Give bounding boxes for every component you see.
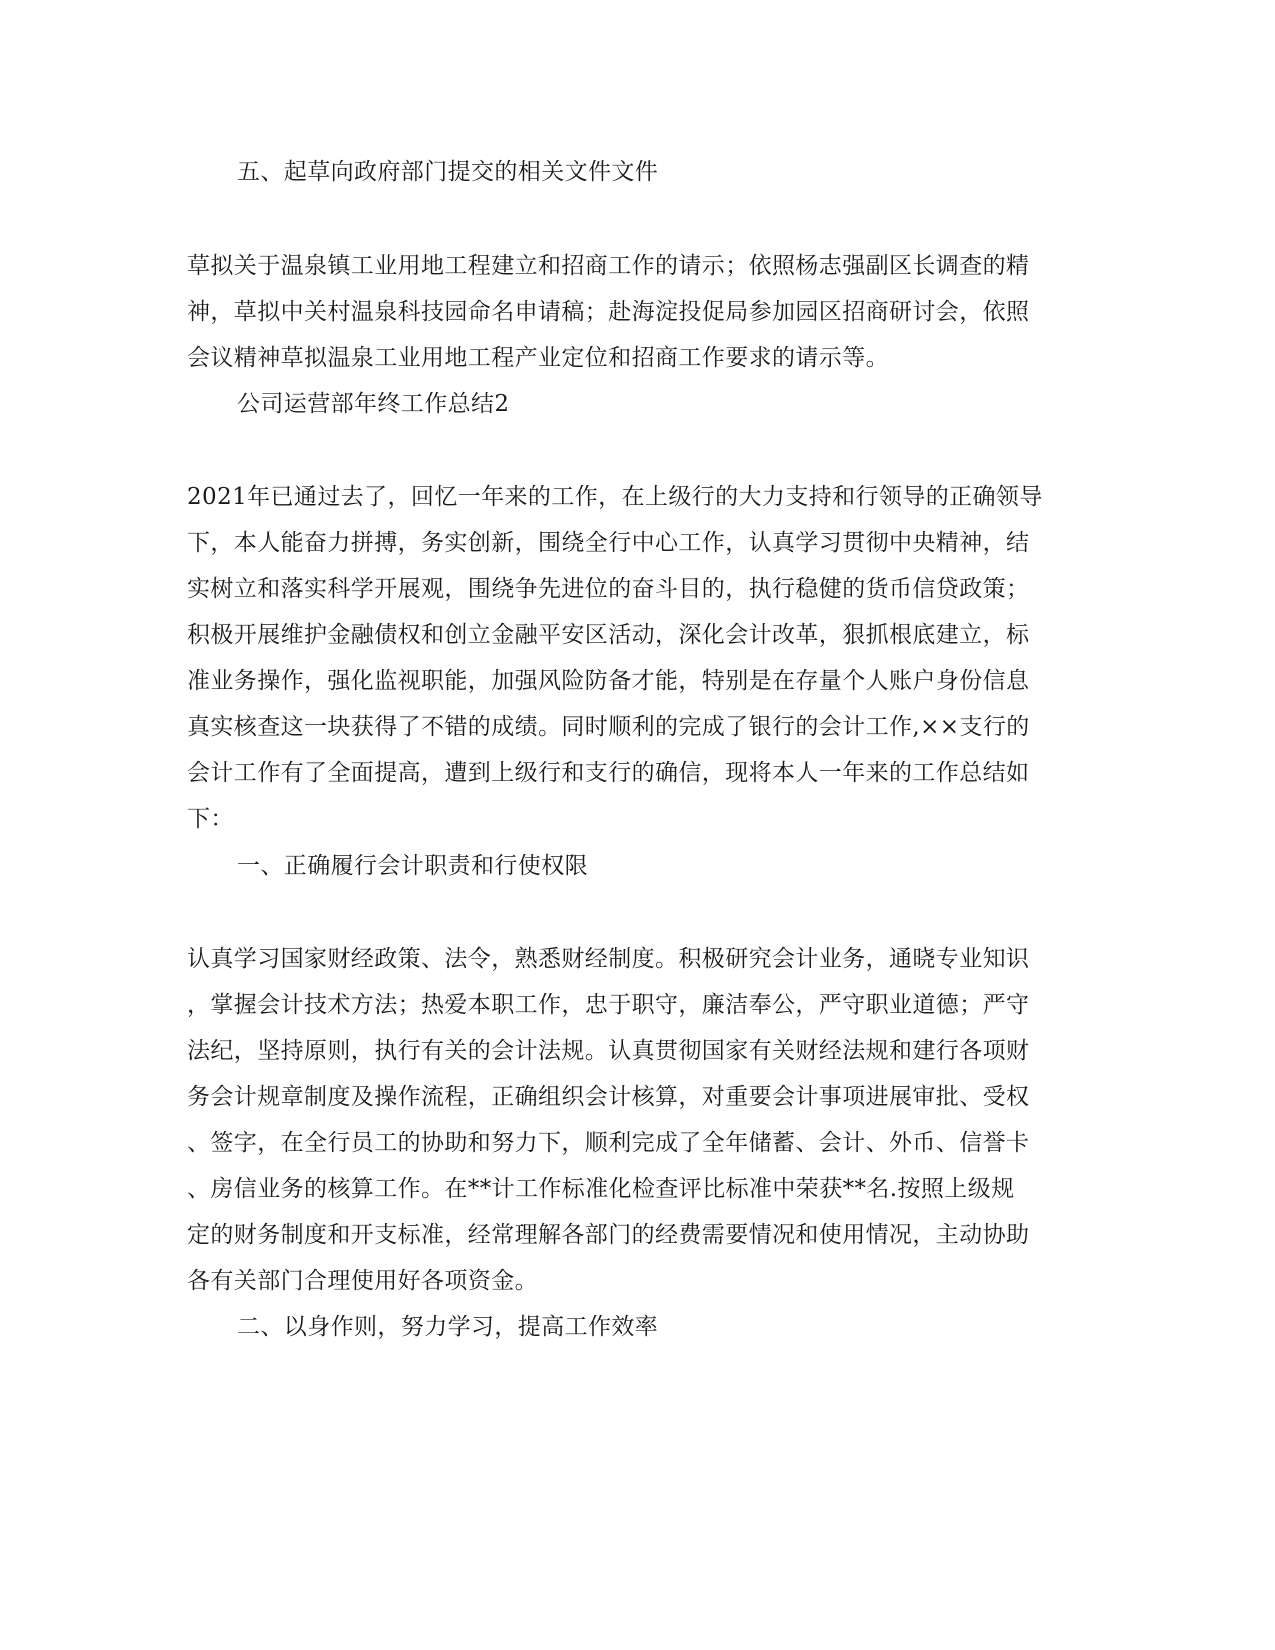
paragraph-line: 各有关部门合理使用好各项资金。	[187, 1268, 538, 1294]
paragraph-line: 2021年已通过去了，回忆一年来的工作，在上级行的大力支持和行领导的正确领导	[187, 484, 1043, 510]
paragraph-line: 草拟关于温泉镇工业用地工程建立和招商工作的请示；依照杨志强副区长调查的精	[187, 253, 1030, 279]
paragraph-line: 法纪，坚持原则，执行有关的会计法规。认真贯彻国家有关财经法规和建行各项财	[187, 1038, 1030, 1064]
paragraph-line: 、房信业务的核算工作。在**计工作标准化检查评比标准中荣获**名.按照上级规	[187, 1176, 1015, 1202]
paragraph-line: 下，本人能奋力拼搏，务实创新，围绕全行中心工作，认真学习贯彻中央精神，结	[187, 530, 1030, 556]
paragraph-line: 实树立和落实科学开展观，围绕争先进位的奋斗目的，执行稳健的货币信贷政策；	[187, 576, 1030, 602]
document-title: 公司运营部年终工作总结2	[237, 391, 510, 417]
paragraph-line: 会计工作有了全面提高，遭到上级行和支行的确信，现将本人一年来的工作总结如	[187, 760, 1030, 786]
paragraph-line: ，掌握会计技术方法；热爱本职工作，忠于职守，廉洁奉公，严守职业道德；严守	[187, 992, 1030, 1018]
paragraph-line: 准业务操作，强化监视职能，加强风险防备才能，特别是在存量个人账户身份信息	[187, 668, 1030, 694]
section-heading-five: 五、起草向政府部门提交的相关文件文件	[237, 159, 659, 185]
paragraph-line: 会议精神草拟温泉工业用地工程产业定位和招商工作要求的请示等。	[187, 345, 889, 371]
paragraph-line: 真实核查这一块获得了不错的成绩。同时顺利的完成了银行的会计工作,××支行的	[187, 714, 1030, 740]
paragraph-line: 、签字，在全行员工的协助和努力下，顺利完成了全年储蓄、会计、外币、信誉卡	[187, 1130, 1030, 1156]
paragraph-line: 下：	[187, 806, 234, 832]
paragraph-line: 务会计规章制度及操作流程，正确组织会计核算，对重要会计事项进展审批、受权	[187, 1084, 1030, 1110]
paragraph-line: 神，草拟中关村温泉科技园命名申请稿；赴海淀投促局参加园区招商研讨会，依照	[187, 299, 1030, 325]
paragraph-line: 认真学习国家财经政策、法令，熟悉财经制度。积极研究会计业务，通晓专业知识	[187, 946, 1030, 972]
paragraph-line: 定的财务制度和开支标准，经常理解各部门的经费需要情况和使用情况，主动协助	[187, 1222, 1030, 1248]
paragraph-line: 积极开展维护金融债权和创立金融平安区活动，深化会计改革，狠抓根底建立，标	[187, 622, 1030, 648]
section-heading-two: 二、以身作则，努力学习，提高工作效率	[237, 1314, 659, 1340]
section-heading-one: 一、正确履行会计职责和行使权限	[237, 853, 588, 879]
